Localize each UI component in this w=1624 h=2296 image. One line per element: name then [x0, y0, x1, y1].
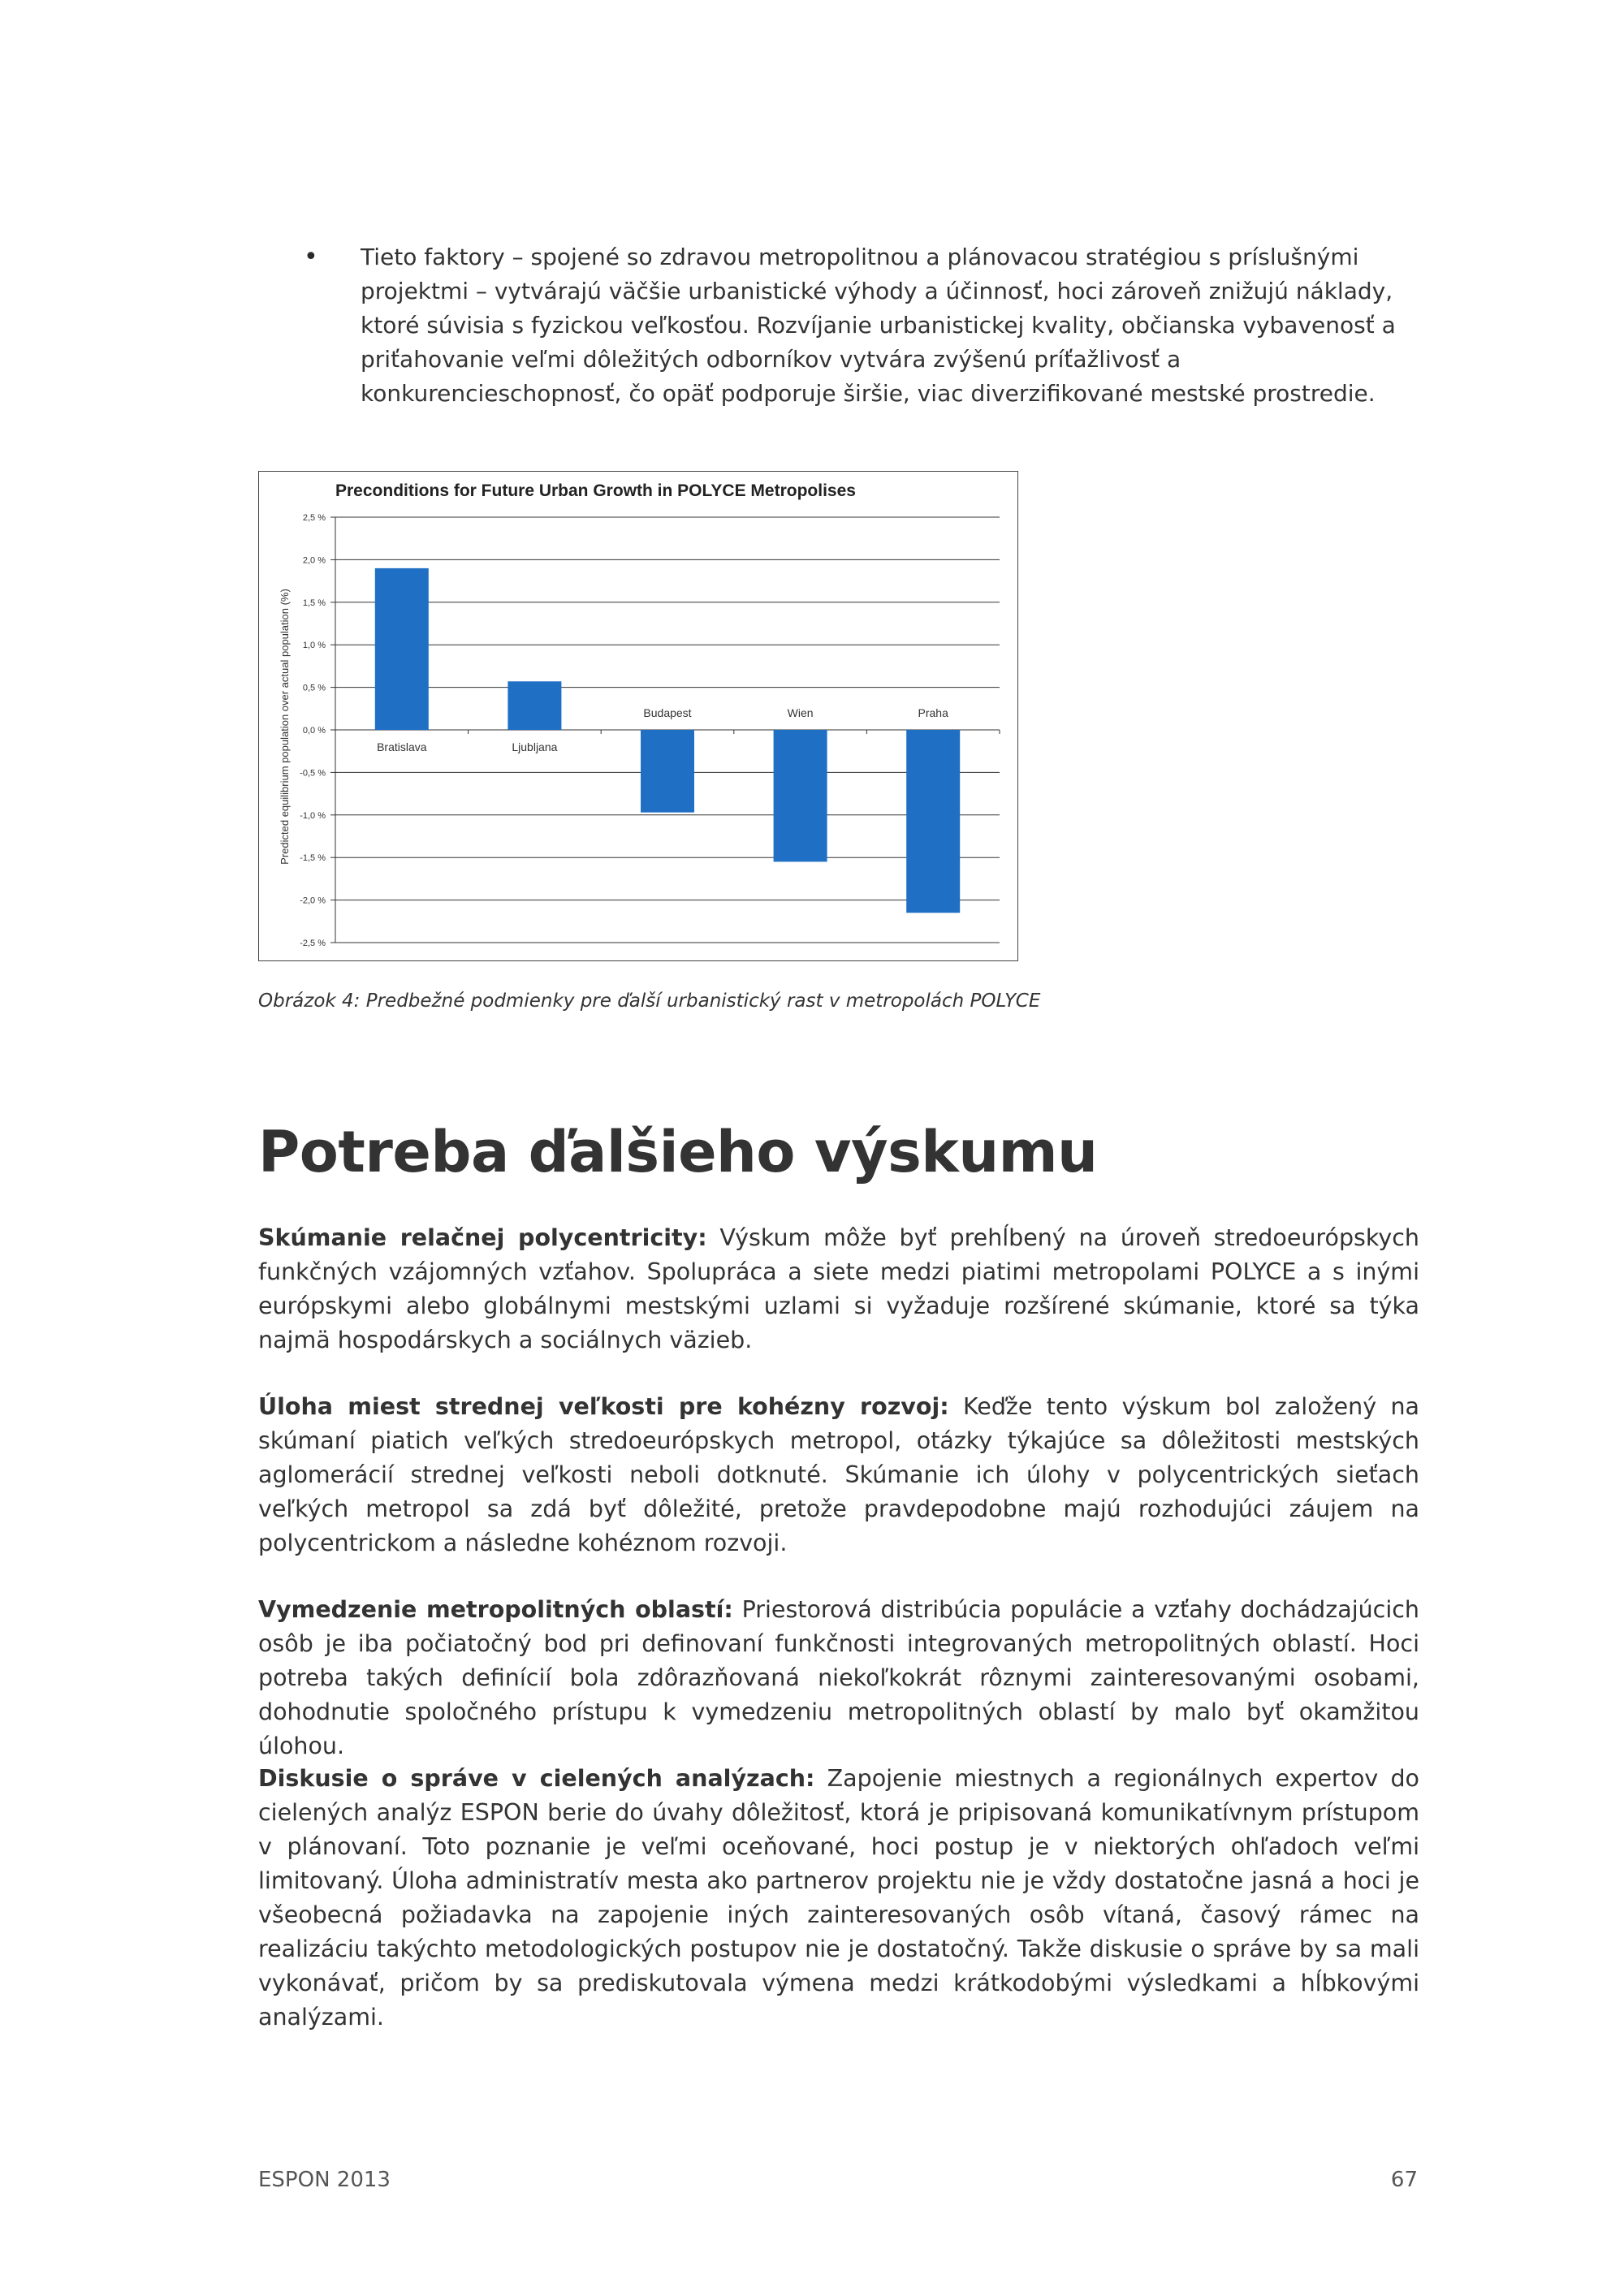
paragraph-body: Priestorová distribúcia populácie a vzťahy dochádzajúcich osôb je iba počiatočný bod pri definovaní funkčnosti integrovaných metropolitných oblastí. Hoci potreba takých definícií bola zdôrazňovaná niekoľkokrát rôznymi zainteresovanými osobami, dohodnutie spoločného prístupu k vymedzeniu metropolitných oblastí by malo byť okamžitou úlohou.	[258, 1596, 1419, 1759]
figure-caption: Obrázok 4: Predbežné podmienky pre ďalší urbanistický rast v metropolách POLYCE	[258, 990, 1041, 1012]
y-tick-label: -0,5 %	[300, 768, 326, 779]
paragraph-title: Úloha miest strednej veľkosti pre kohézny rozvoj:	[258, 1393, 949, 1420]
y-tick-label: -2,0 %	[300, 896, 326, 906]
paragraph-relational-polycentricity	[258, 1221, 1419, 1357]
paragraph-body: Keďže tento výskum bol založený na skúmaní piatich veľkých stredoeurópskych metropol, otázky týkajúce sa dôležitosti mestských aglomerácií strednej veľkosti neboli dotknuté. Skúmanie ich úlohy v polycentrických sieťach veľkých metropol sa zdá byť dôležité, pretože pravdepodobne majú rozhodujúci záujem na polycentrickom a následne kohéznom rozvoji.	[258, 1393, 1419, 1556]
bar-bratislava	[375, 568, 429, 730]
paragraph-title: Diskusie o správe v cielených analýzach:	[258, 1765, 815, 1792]
bar-budapest	[641, 730, 694, 813]
chart-title: Preconditions for Future Urban Growth in POLYCE Metropolises	[335, 481, 856, 500]
y-tick-label: 1,0 %	[302, 641, 326, 651]
y-tick-label: 0,5 %	[302, 683, 326, 693]
y-tick-label: 2,5 %	[302, 513, 326, 523]
bullet-text: Tieto faktory – spojené so zdravou metropolitnou a plánovacou stratégiou s príslušnými projektmi – vytvárajú väčšie urbanistické výhody a účinnosť, hoci zároveň znižujú náklady, ktoré súvisia s fyzickou veľkosťou. Rozvíjanie urbanistickej kvality, občianska vybavenosť a priťahovanie veľmi dôležitých odborníkov vytvára zvýšenú príťažlivosť a konkurencieschopnosť, čo opäť podporuje širšie, viac diverzifikované mestské prostredie.	[361, 244, 1396, 407]
paragraph-title: Skúmanie relačnej polycentricity:	[258, 1224, 707, 1251]
paragraph-metropolitan-areas	[258, 1593, 1419, 1763]
category-label: Wien	[787, 706, 814, 719]
chart-figure	[258, 471, 1018, 961]
bullet-item	[304, 240, 1397, 411]
paragraph-governance-discussions	[258, 1762, 1419, 2035]
category-label: Praha	[918, 706, 948, 719]
y-tick-label: 0,0 %	[302, 726, 326, 736]
category-label: Ljubljana	[512, 740, 558, 753]
y-tick-label: 2,0 %	[302, 555, 326, 566]
paragraph-medium-cities	[258, 1390, 1419, 1560]
page-number: 67	[1390, 2168, 1418, 2192]
y-tick-label: -1,5 %	[300, 853, 326, 864]
y-tick-label: -2,5 %	[300, 939, 326, 948]
bar-chart	[259, 472, 1017, 960]
y-tick-label: 1,5 %	[302, 598, 326, 608]
category-label: Budapest	[643, 706, 692, 719]
bar-wien	[774, 730, 827, 861]
paragraph-title: Vymedzenie metropolitných oblastí:	[258, 1596, 733, 1623]
y-tick-label: -1,0 %	[300, 810, 326, 821]
paragraph-body: Zapojenie miestnych a regionálnych expertov do cielených analýz ESPON berie do úvahy dôležitosť, ktorá je pripisovaná komunikatívnym prístupom v plánovaní. Toto poznanie je veľmi oceňované, hoci postup je v niektorých ohľadoch veľmi limitovaný. Úloha administratív mesta ako partnerov projektu nie je vždy dostatočne jasná a hoci je všeobecná požiadavka na zapojenie iných zainteresovaných osôb vítaná, časový rámec na realizáciu takýchto metodologických postupov nie je dostatočný. Takže diskusie o správe by sa mali vykonávať, pričom by sa prediskutovala výmena medzi krátkodobými výsledkami a hĺbkovými analýzami.	[258, 1765, 1419, 2031]
section-heading: Potreba ďalšieho výskumu	[258, 1119, 1098, 1185]
bar-ljubljana	[508, 681, 561, 730]
footer-label: ESPON 2013	[258, 2168, 391, 2192]
paragraph-body: Výskum môže byť prehĺbený na úroveň stredoeurópskych funkčných vzájomných vzťahov. Spolupráca a siete medzi piatimi metropolami POLYCE a s inými európskymi alebo globálnymi mestskými uzlami si vyžaduje rozšírené skúmanie, ktoré sa týka najmä hospodárskych a sociálnych väzieb.	[258, 1224, 1419, 1353]
category-label: Bratislava	[377, 740, 427, 753]
bar-praha	[906, 730, 960, 913]
y-axis-label: Predicted equilibrium population over actual population (%)	[279, 589, 291, 865]
bullet-dot: •	[304, 243, 318, 271]
